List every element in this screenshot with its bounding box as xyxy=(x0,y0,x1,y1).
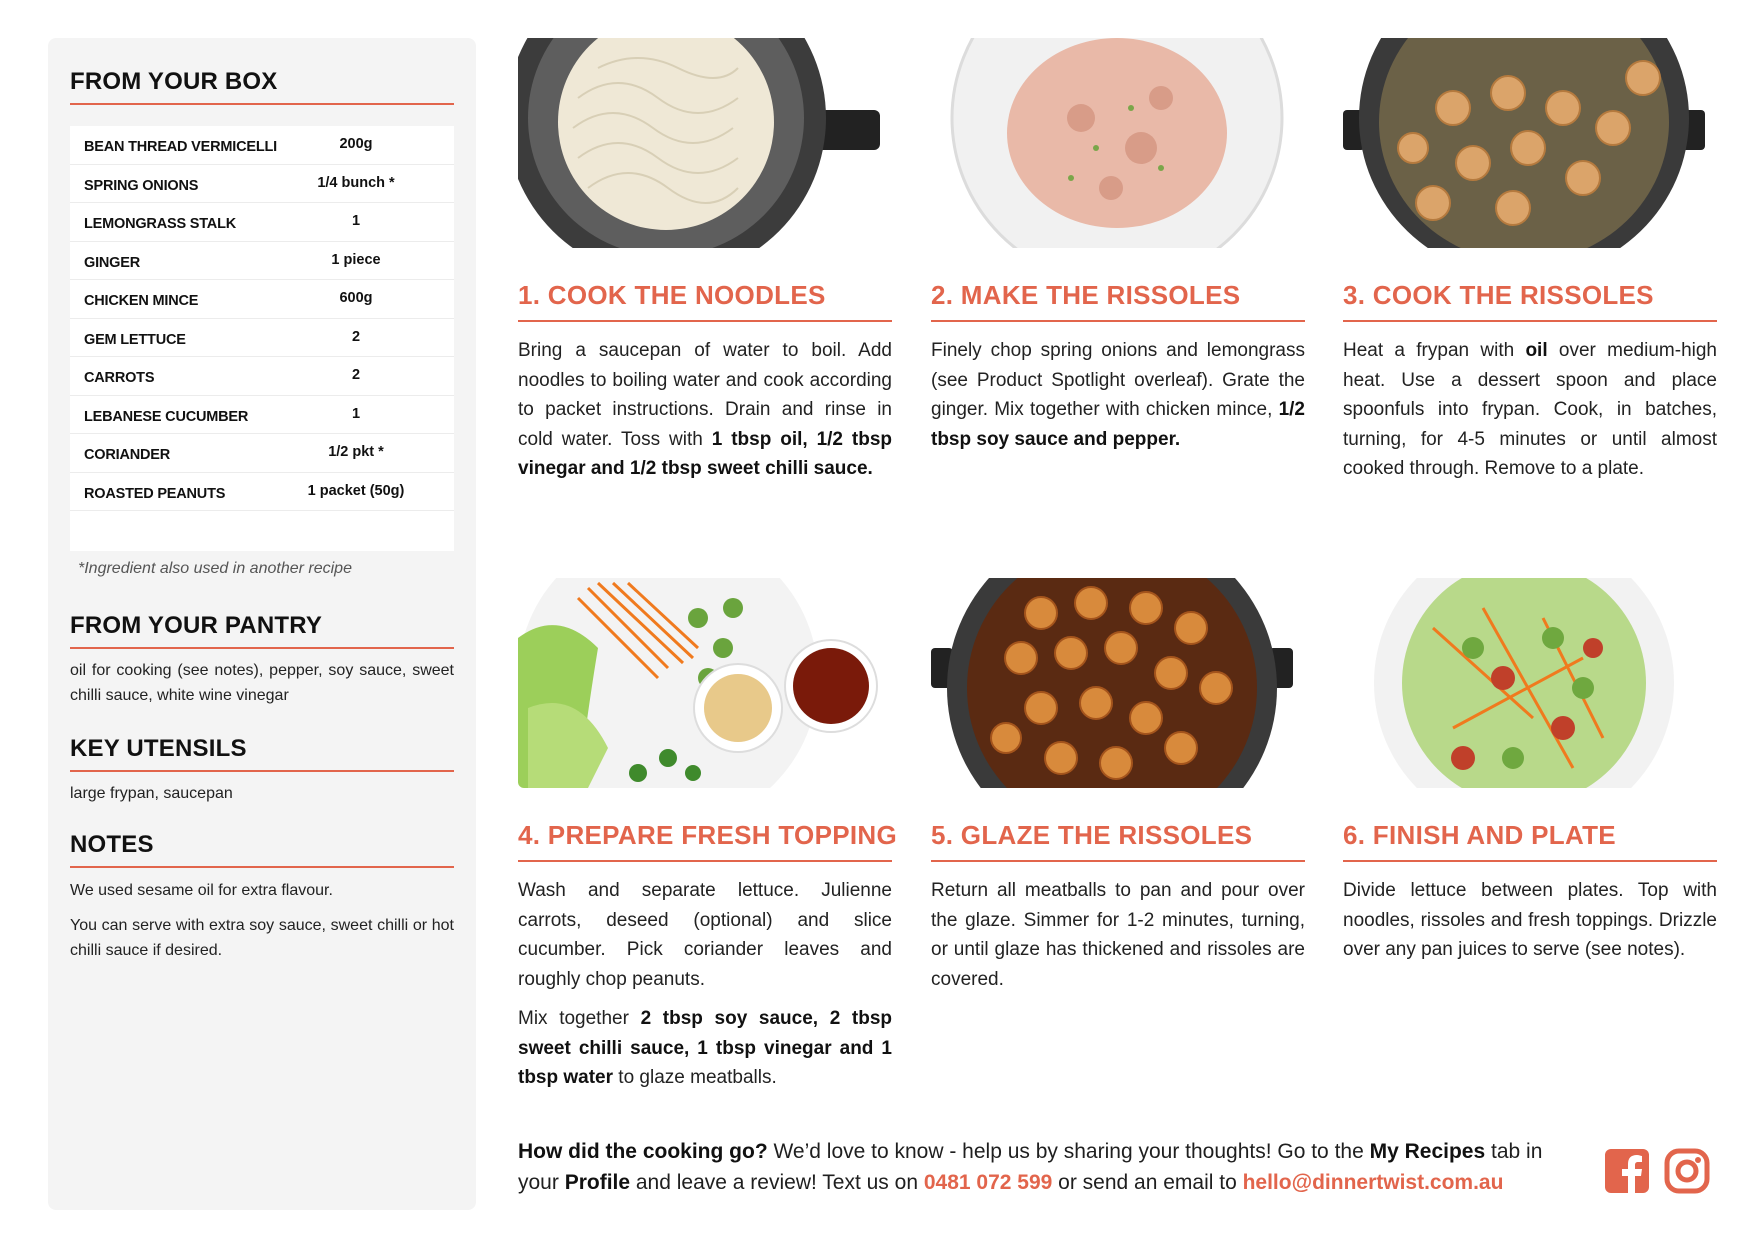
ingredient-name: GINGER xyxy=(84,254,140,271)
step-3-instructions xyxy=(1343,336,1717,484)
step-4-title: 4. PREPARE FRESH TOPPING xyxy=(518,820,897,850)
instruction-paragraph xyxy=(518,1004,892,1093)
ingredient-name: CHICKEN MINCE xyxy=(84,293,199,309)
bold-text: How did the cooking go? xyxy=(518,1140,768,1163)
step-6-instructions xyxy=(1343,876,1717,965)
heading-rule xyxy=(70,866,454,868)
heading-rule xyxy=(70,770,454,772)
notes-heading: NOTES xyxy=(70,831,154,858)
note-2: You can serve with extra soy sauce, sweet chilli or hot chilli sauce if desired. xyxy=(70,917,454,959)
ingredient-quantity: 200g xyxy=(339,136,373,152)
bold-text: 1 tbsp oil, 1/2 tbsp vinegar and 1/2 tbsp sweet chilli sauce. xyxy=(518,428,892,479)
ingredient-row xyxy=(70,242,454,281)
ingredient-row xyxy=(70,473,454,512)
contact-link[interactable]: hello@dinnertwist.com.au xyxy=(1242,1171,1504,1194)
step-1-rule xyxy=(518,320,892,322)
step-2-title: 2. MAKE THE RISSOLES xyxy=(931,280,1241,310)
photo-finished-plate xyxy=(1343,578,1705,788)
ingredient-row xyxy=(70,126,454,165)
text-run: over medium-high heat. Use a dessert spoon and place spoonfuls into frypan. Cook, in batches, turning, for 4-5 minutes or until almost cooked through. Remove to a plate. xyxy=(1343,340,1717,479)
instruction-paragraph xyxy=(518,876,892,994)
ingredients-table xyxy=(70,126,454,551)
ingredient-row xyxy=(70,165,454,204)
step-1-title: 1. COOK THE NOODLES xyxy=(518,280,826,310)
step-3-title: 3. COOK THE RISSOLES xyxy=(1343,280,1654,310)
instruction-paragraph xyxy=(1343,336,1717,484)
heading-rule xyxy=(70,647,454,649)
photo-fresh-toppings xyxy=(518,578,880,788)
ingredient-row xyxy=(70,396,454,435)
bold-text: 1/2 tbsp soy sauce and pepper. xyxy=(931,399,1305,450)
text-run: or send an email to xyxy=(1052,1171,1243,1194)
text-run: Heat a frypan with xyxy=(1343,340,1526,361)
text-run: tab in your xyxy=(518,1140,1543,1194)
step-2-instructions xyxy=(931,336,1305,454)
text-run: Finely chop spring onions and lemongrass (see Product Spotlight overleaf). Grate the ginger. Mix together with chicken mince, xyxy=(931,340,1305,420)
pantry-text: oil for cooking (see notes), pepper, soy sauce, sweet chilli sauce, white wine vinegar xyxy=(70,662,454,704)
ingredient-name: CORIANDER xyxy=(84,447,171,463)
photo-rissole-mixture xyxy=(931,38,1293,248)
text-run: Bring a saucepan of water to boil. Add noodles to boiling water and cook according to packet instructions. Drain and rinse in cold water. Toss with xyxy=(518,340,892,450)
ingredient-quantity: 600g xyxy=(339,290,373,306)
ingredient-quantity: 1 xyxy=(351,213,361,229)
ingredient-quantity: 2 xyxy=(351,367,361,383)
instruction-paragraph xyxy=(931,876,1305,994)
text-run: and leave a review! Text us on xyxy=(630,1171,924,1194)
contact-link[interactable]: 0481 072 599 xyxy=(923,1171,1053,1194)
ingredient-name: ROASTED PEANUTS xyxy=(84,485,226,502)
step-1-instructions xyxy=(518,336,892,484)
ingredient-row xyxy=(70,357,454,396)
ingredient-quantity: 1/2 pkt * xyxy=(328,444,384,460)
ingredient-name: GEM LETTUCE xyxy=(84,331,186,348)
ingredient-quantity: 1 piece xyxy=(331,251,381,268)
instruction-paragraph xyxy=(1343,876,1717,965)
heading-rule xyxy=(70,103,454,105)
facebook-icon[interactable] xyxy=(1604,1148,1650,1194)
photo-rissoles-frying xyxy=(1343,38,1705,248)
from-your-pantry-heading: FROM YOUR PANTRY xyxy=(70,612,323,639)
note-1: We used sesame oil for extra flavour. xyxy=(70,882,333,899)
text-run: to glaze meatballs. xyxy=(613,1067,777,1088)
text-run: Return all meatballs to pan and pour over the glaze. Simmer for 1-2 minutes, turning, or until glaze has thickened and rissoles are covered. xyxy=(931,880,1305,990)
text-run: Divide lettuce between plates. Top with noodles, rissoles and fresh toppings. Drizzle over any pan juices to serve (see notes). xyxy=(1343,880,1717,960)
step-2-rule xyxy=(931,320,1305,322)
ingredient-name: LEMONGRASS STALK xyxy=(84,216,237,232)
instruction-paragraph xyxy=(931,336,1305,454)
from-your-box-heading: FROM YOUR BOX xyxy=(70,68,278,95)
ingredient-quantity: 1 packet (50g) xyxy=(307,482,405,499)
bold-text: My Recipes xyxy=(1369,1140,1486,1163)
ingredient-quantity: 2 xyxy=(351,328,361,345)
ingredient-row xyxy=(70,319,454,358)
text-run: Wash and separate lettuce. Julienne carrots, deseed (optional) and slice cucumber. Pick coriander leaves and roughly chop peanuts. xyxy=(518,880,892,990)
step-4-instructions xyxy=(518,876,892,1093)
step-5-title: 5. GLAZE THE RISSOLES xyxy=(931,820,1253,850)
ingredient-name: BEAN THREAD VERMICELLI xyxy=(84,139,277,155)
bold-text: oil xyxy=(1525,340,1548,361)
ingredient-footnote: *Ingredient also used in another recipe xyxy=(78,560,352,577)
ingredient-row xyxy=(70,434,454,473)
utensils-text: large frypan, saucepan xyxy=(70,785,233,802)
instagram-icon[interactable] xyxy=(1664,1148,1710,1194)
instruction-paragraph xyxy=(518,336,892,484)
photo-glazed-rissoles xyxy=(931,578,1293,788)
bold-text: 2 tbsp soy sauce, 2 tbsp sweet chilli sauce, 1 tbsp vinegar and 1 tbsp water xyxy=(518,1008,893,1088)
key-utensils-heading: KEY UTENSILS xyxy=(70,735,247,762)
step-6-rule xyxy=(1343,860,1717,862)
ingredient-name: CARROTS xyxy=(84,370,155,386)
photo-noodles-in-pot xyxy=(518,38,880,248)
step-5-rule xyxy=(931,860,1305,862)
ingredient-name: LEBANESE CUCUMBER xyxy=(84,408,249,425)
step-3-rule xyxy=(1343,320,1717,322)
ingredient-row xyxy=(70,280,454,319)
step-6-title: 6. FINISH AND PLATE xyxy=(1343,820,1616,850)
ingredient-quantity: 1 xyxy=(351,405,361,422)
step-4-rule xyxy=(518,860,892,862)
ingredient-row xyxy=(70,203,454,242)
step-5-instructions xyxy=(931,876,1305,994)
bold-text: Profile xyxy=(564,1171,631,1194)
ingredients-sidebar xyxy=(48,38,476,1210)
text-run: We’d love to know - help us by sharing your thoughts! Go to the xyxy=(767,1140,1370,1163)
ingredient-name: SPRING ONIONS xyxy=(84,177,199,194)
text-run: Mix together xyxy=(518,1008,641,1029)
feedback-message xyxy=(518,1136,1568,1198)
ingredient-quantity: 1/4 bunch * xyxy=(317,174,395,191)
